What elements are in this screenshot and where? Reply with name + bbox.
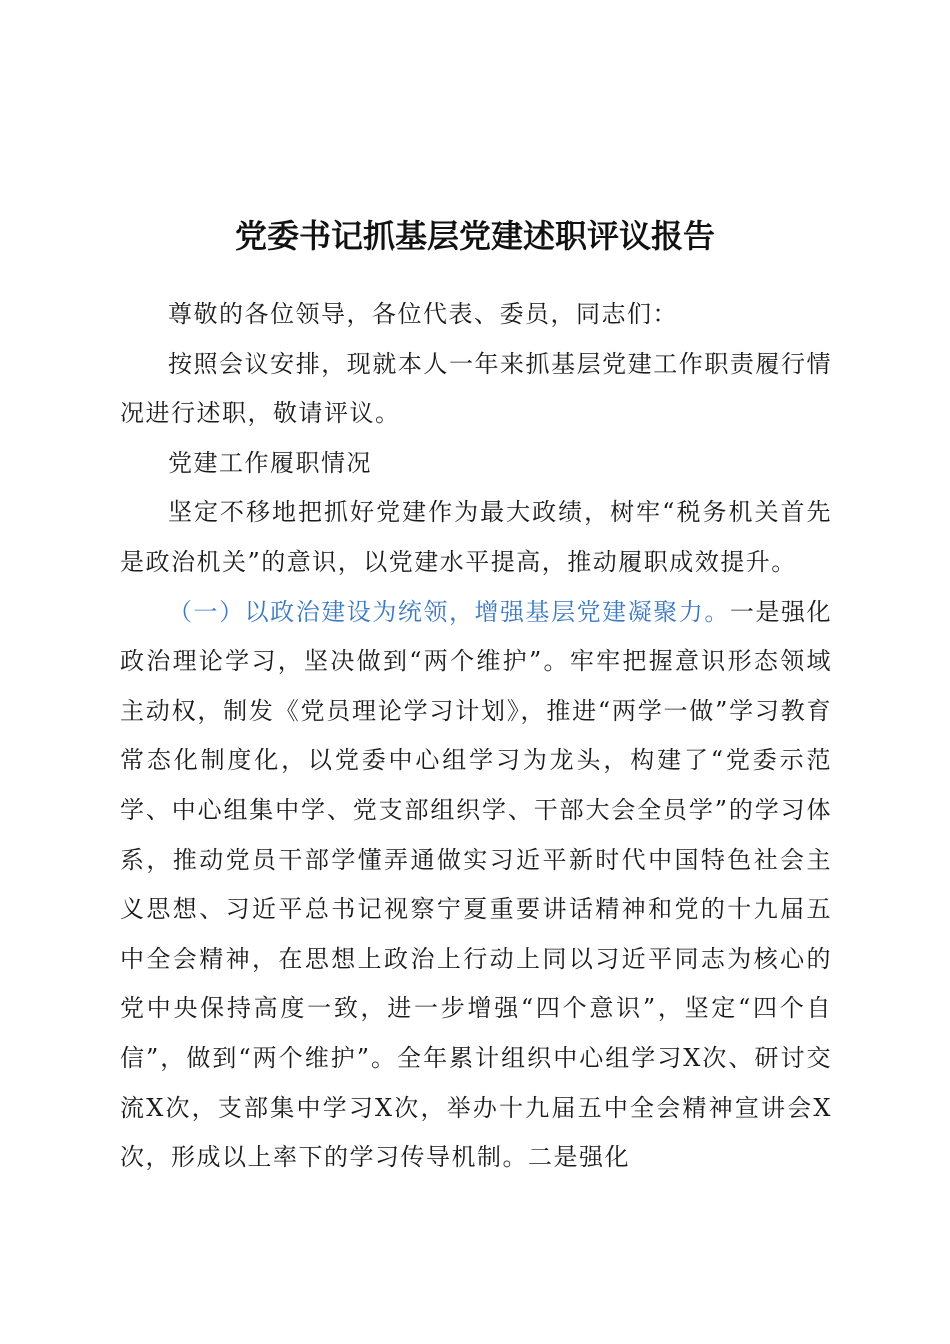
document-title: 党委书记抓基层党建述职评议报告: [234, 217, 715, 255]
intro-paragraph: 按照会议安排，现就本人一年来抓基层党建工作职责履行情况进行述职，敬请评议。: [120, 349, 832, 428]
subsection-heading: （一）以政治建设为统领，增强基层党建凝聚力。: [168, 597, 730, 626]
greeting-paragraph: 尊敬的各位领导，各位代表、委员，同志们：: [168, 300, 678, 328]
section-intro-paragraph: 坚定不移地把抓好党建作为最大政绩，树牢“税务机关首先是政治机关”的意识，以党建水平提高，推动履职成效提升。: [120, 498, 832, 576]
subsection-body: 一是强化政治理论学习，坚决做到“两个维护”。牢牢把握意识形态领域主动权，制发《党员理论学习计划》，推进“两学一做”学习教育常态化制度化，以党委中心组学习为龙头，构建了“党委示范学、中心组集中学、党支部组织学、干部大会全员学”的学习体系，推动党员干部学懂弄通做实习近平新时代中国特色社会主义思想、习近平总书记视察宁夏重要讲话精神和党的十九届五中全会精神，在思想上政治上行动上同以习近平同志为核心的党中央保持高度一致，进一步增强“四个意识”，坚定“四个自信”，做到“两个维护”。全年累计组织中心组学习X次、研讨交流X次，支部集中学习X次，举办十九届五中全会精神宣讲会X次，形成以上率下的学习传导机制。二是强化: [120, 597, 833, 1172]
section-heading: 党建工作履职情况: [168, 448, 372, 477]
document-body: [120, 290, 832, 1183]
subsection-paragraph: [120, 588, 832, 1183]
